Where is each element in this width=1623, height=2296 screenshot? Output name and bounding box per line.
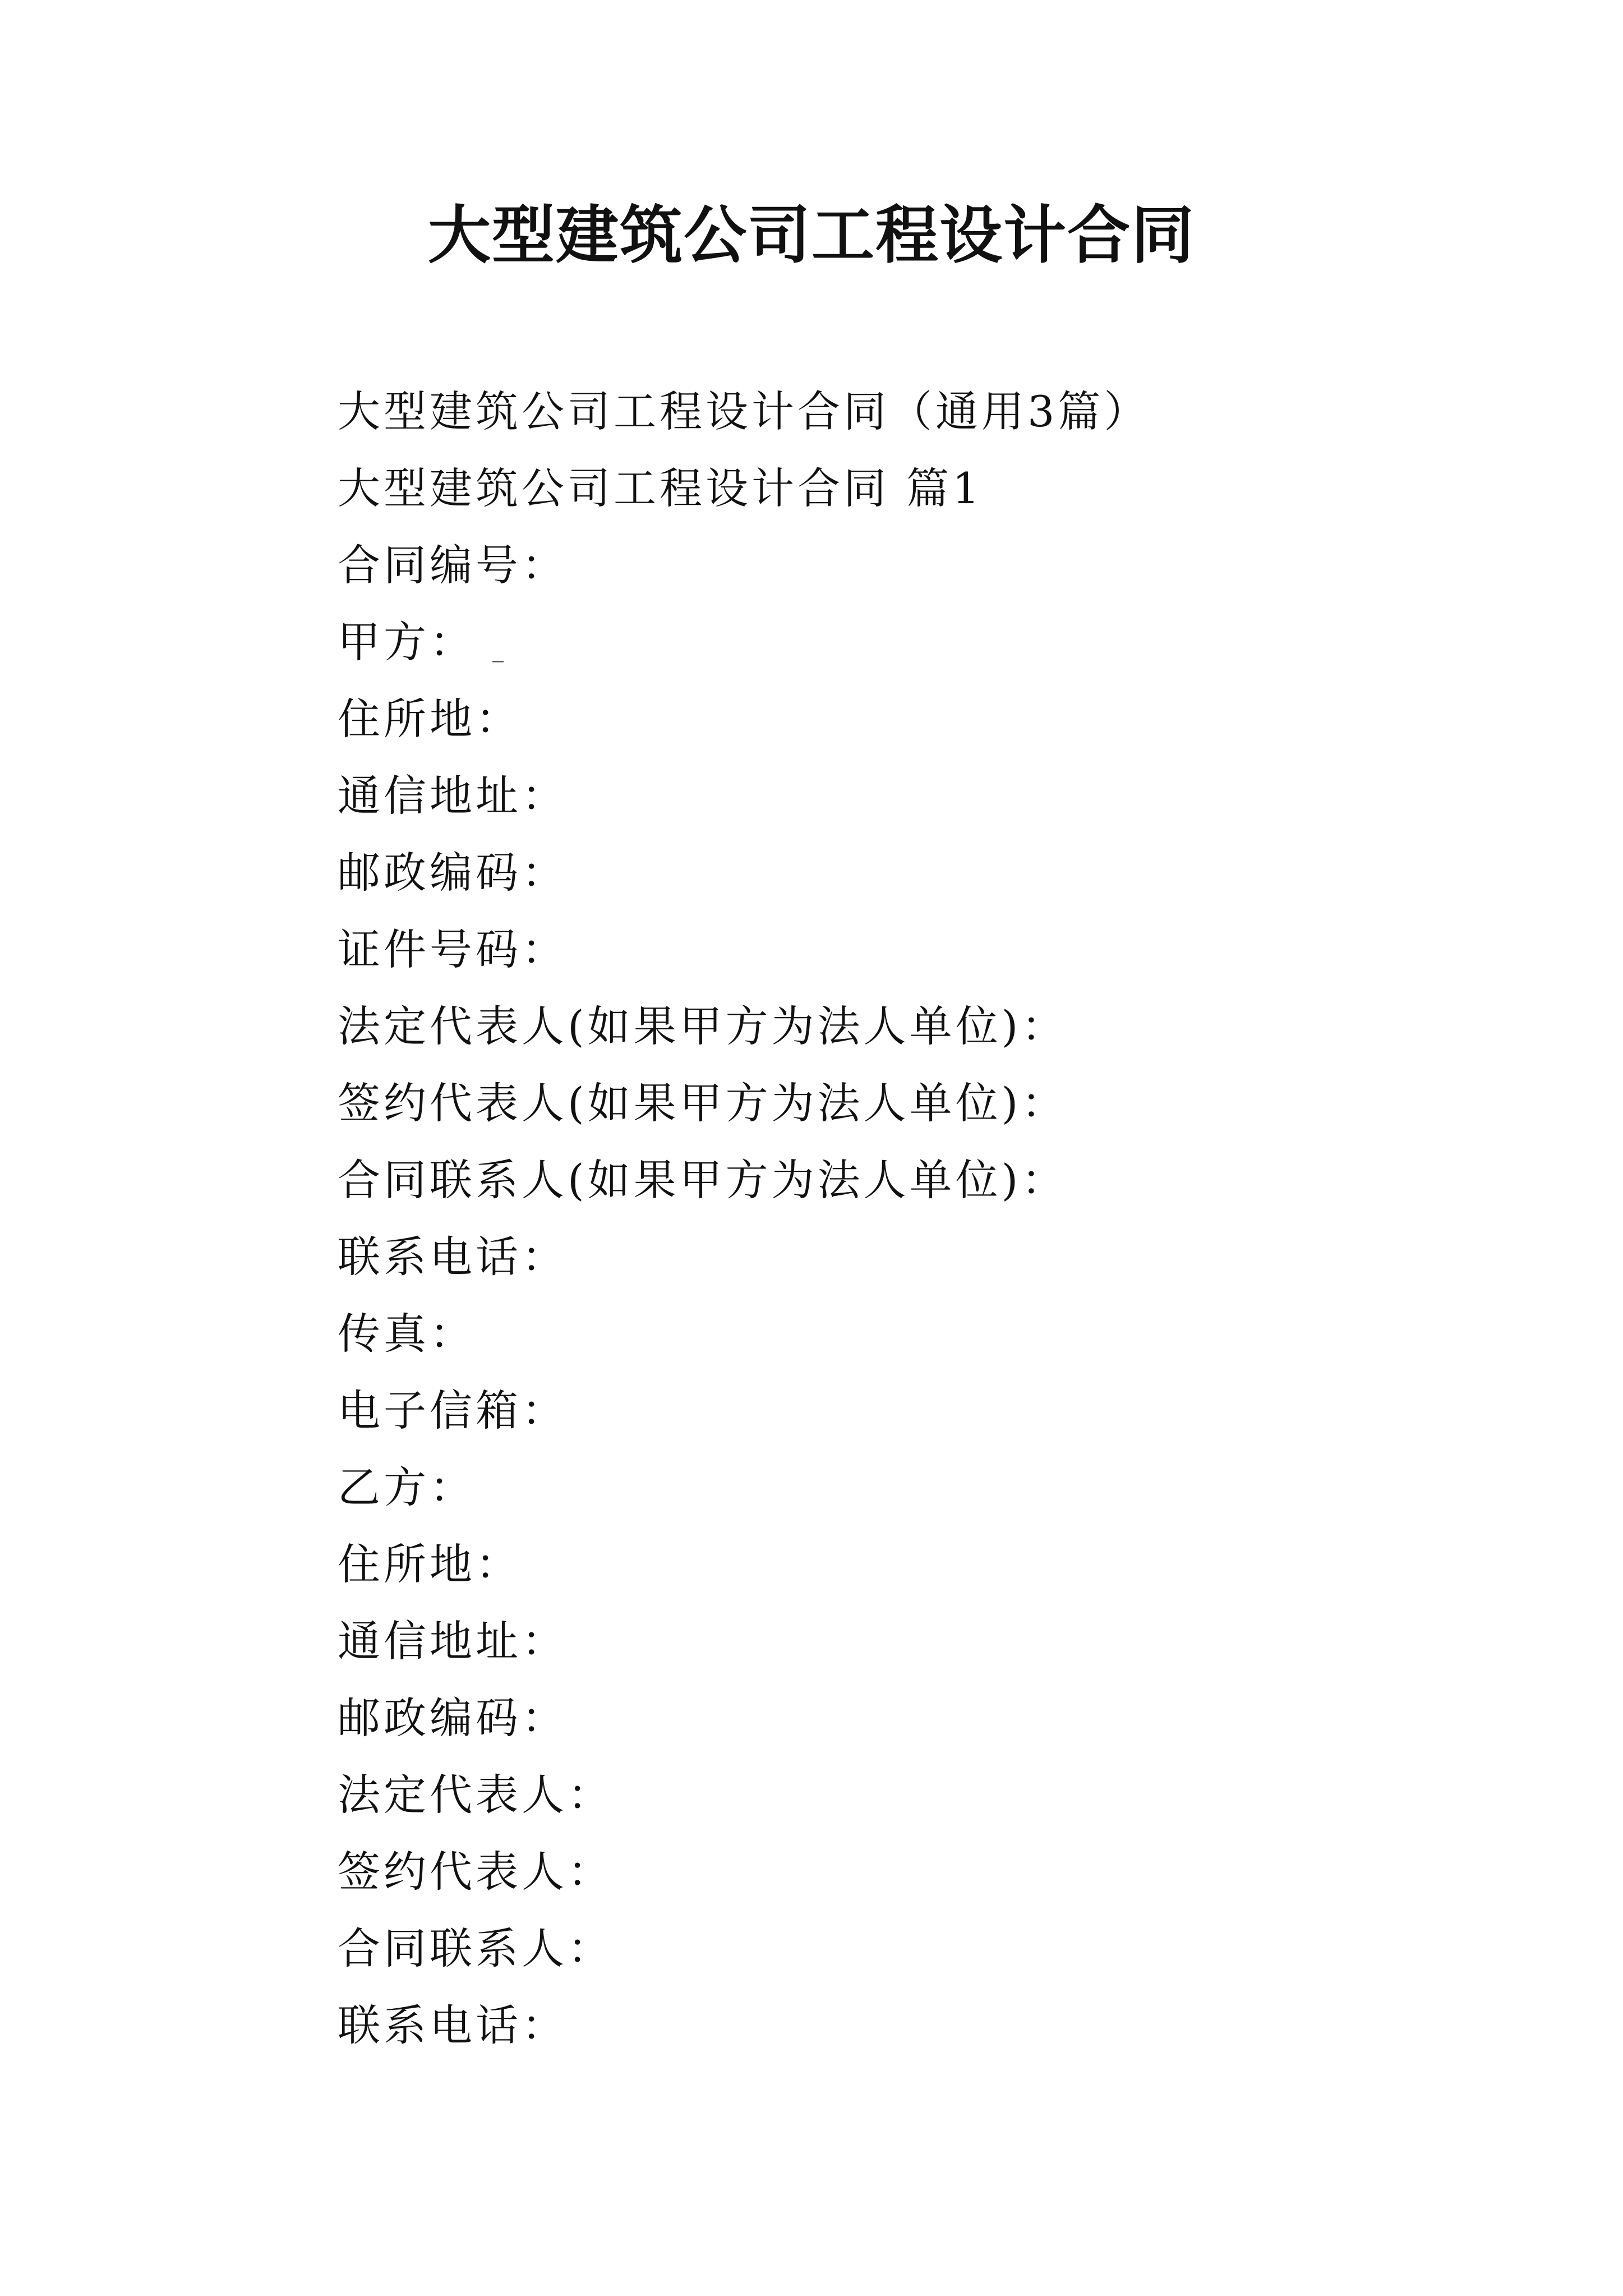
document-title: 大型建筑公司工程设计合同: [428, 199, 1195, 272]
section-heading: 大型建筑公司工程设计合同 篇1: [338, 463, 983, 513]
field-party-b-contact: 合同联系人：: [338, 1924, 614, 1973]
subtitle-line: 大型建筑公司工程设计合同（通用3篇）: [338, 386, 1150, 436]
field-party-a-legal-rep: 法定代表人(如果甲方为法人单位)：: [338, 1001, 1068, 1051]
field-party-a-signing-rep: 签约代表人(如果甲方为法人单位)：: [338, 1078, 1068, 1128]
field-party-a-address: 通信地址：: [338, 771, 568, 821]
field-party-b-address: 通信地址：: [338, 1616, 568, 1666]
document-body: [338, 373, 1515, 2064]
field-party-a-label: 甲方：: [338, 617, 476, 667]
field-party-b: 乙方：: [338, 1462, 476, 1512]
field-party-a: [338, 604, 1515, 680]
field-party-b-signing-rep: 签约代表人：: [338, 1847, 614, 1897]
field-party-b-phone: 联系电话：: [338, 2000, 568, 2050]
field-party-a-domicile: 住所地：: [338, 694, 522, 744]
field-party-a-fax: 传真：: [338, 1309, 476, 1359]
field-party-a-phone: 联系电话：: [338, 1232, 568, 1282]
field-party-b-legal-rep: 法定代表人：: [338, 1770, 614, 1820]
field-party-a-contact: 合同联系人(如果甲方为法人单位)：: [338, 1155, 1068, 1205]
party-a-blank: _: [492, 637, 504, 662]
field-party-a-postcode: 邮政编码：: [338, 848, 568, 898]
field-party-a-id-number: 证件号码：: [338, 924, 568, 974]
field-contract-number: 合同编号：: [338, 540, 568, 590]
field-party-a-email: 电子信箱：: [338, 1386, 568, 1435]
field-party-b-domicile: 住所地：: [338, 1539, 522, 1589]
field-party-b-postcode: 邮政编码：: [338, 1693, 568, 1743]
